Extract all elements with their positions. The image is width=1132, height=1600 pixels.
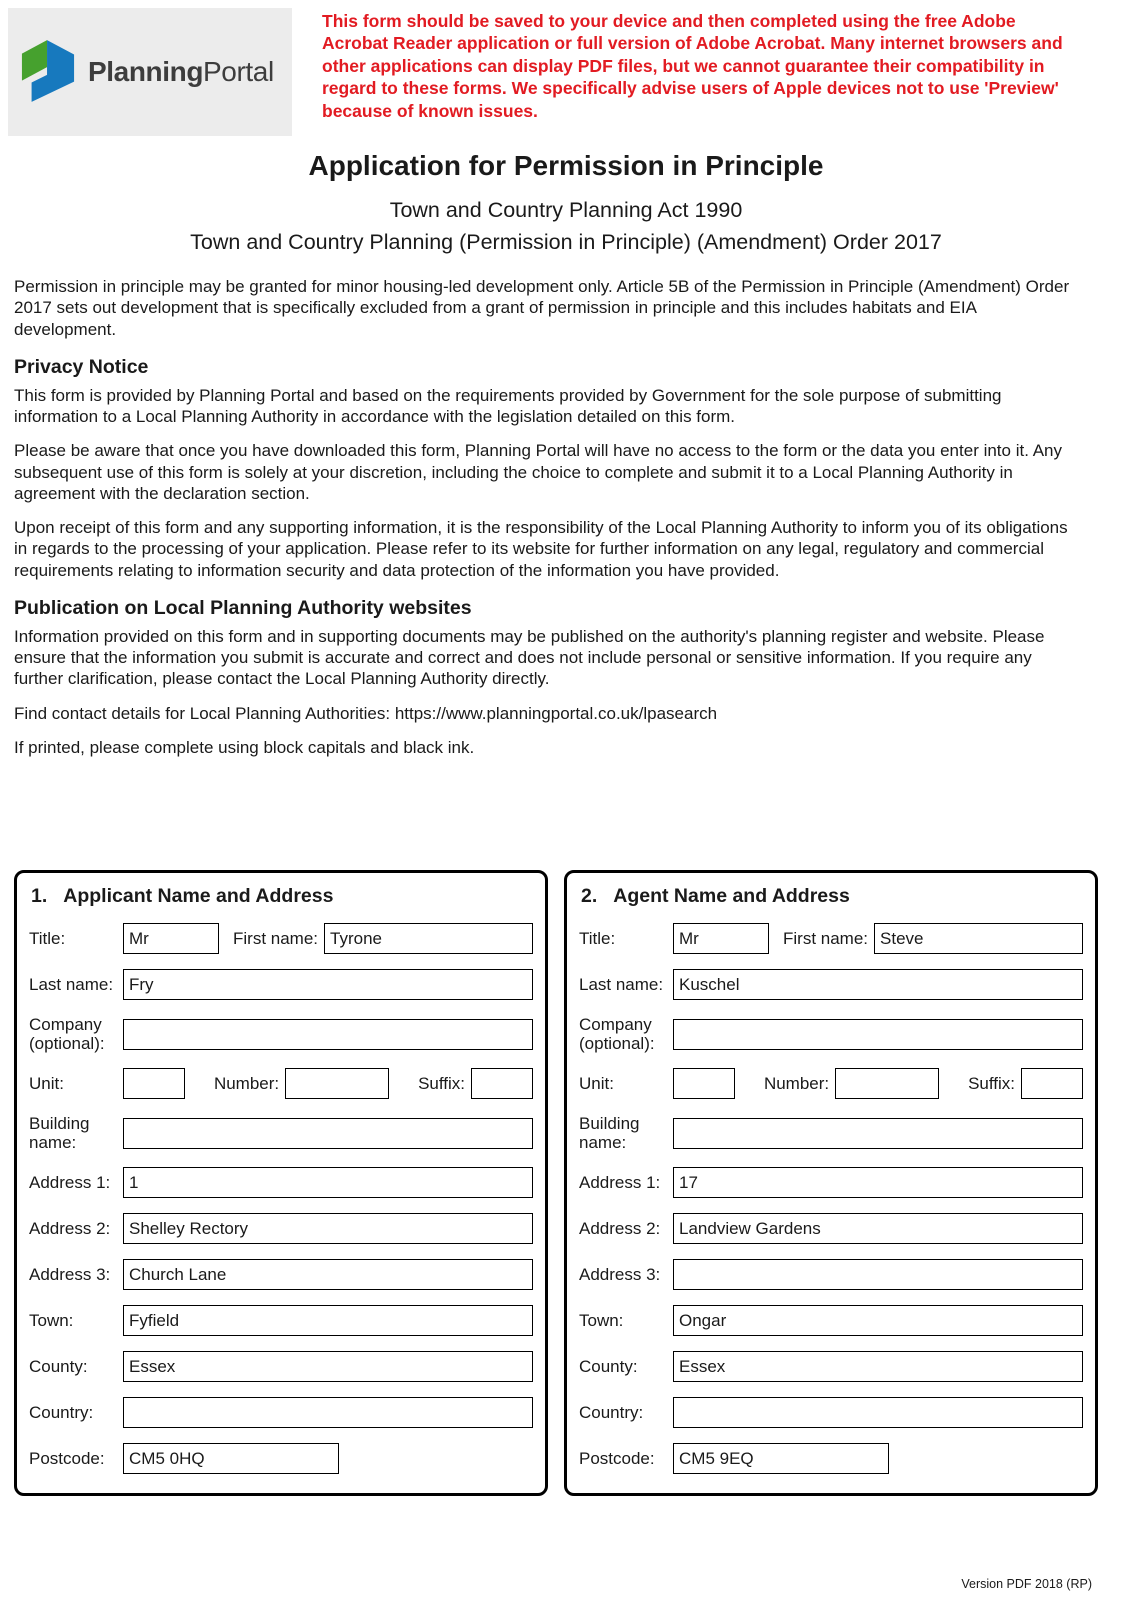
town-label: Town:: [29, 1311, 74, 1331]
applicant-section-title: Applicant Name and Address: [63, 885, 334, 907]
applicant-title-row: [29, 923, 533, 954]
unit-label: Unit:: [29, 1074, 64, 1094]
title-label: Title:: [579, 928, 616, 948]
agent-title-input[interactable]: [673, 923, 769, 954]
planning-portal-logo: [8, 8, 292, 136]
brand-planning: Planning: [88, 56, 204, 87]
agent-company-input[interactable]: [673, 1019, 1083, 1050]
applicant-section: [14, 870, 548, 1496]
applicant-first-name-input[interactable]: [324, 923, 533, 954]
address3-label: Address 3:: [579, 1265, 661, 1285]
applicant-section-number: 1.: [31, 885, 48, 907]
version-label: Version PDF 2018 (RP): [961, 1577, 1092, 1591]
agent-section-title: Agent Name and Address: [613, 885, 850, 907]
agent-address3-row: [579, 1259, 1083, 1290]
applicant-unit-row: [29, 1068, 533, 1099]
agent-address2-input[interactable]: [673, 1213, 1083, 1244]
applicant-last-name-input[interactable]: [123, 969, 533, 1000]
agent-country-row: [579, 1397, 1083, 1428]
country-label: Country:: [579, 1403, 644, 1423]
agent-last-name-row: [579, 969, 1083, 1000]
form-title: Application for Permission in Principle: [308, 150, 824, 181]
applicant-postcode-input[interactable]: [123, 1443, 339, 1474]
company-label: Company (optional):: [579, 1015, 655, 1054]
first-name-label: First name:: [783, 928, 869, 948]
applicant-address1-input[interactable]: [123, 1167, 533, 1198]
agent-section-heading: [581, 885, 1083, 908]
address2-label: Address 2:: [29, 1219, 111, 1239]
address2-label: Address 2:: [579, 1219, 661, 1239]
address1-label: Address 1:: [29, 1173, 111, 1193]
applicant-town-input[interactable]: [123, 1305, 533, 1336]
applicant-county-row: [29, 1351, 533, 1382]
agent-unit-row: [579, 1068, 1083, 1099]
county-label: County:: [29, 1357, 88, 1377]
agent-county-input[interactable]: [673, 1351, 1083, 1382]
print-instruction: If printed, please complete using block capitals and black ink.: [14, 737, 475, 757]
applicant-country-row: [29, 1397, 533, 1428]
agent-unit-input[interactable]: [673, 1068, 735, 1099]
suffix-label: Suffix:: [418, 1074, 465, 1094]
name-address-sections: [14, 870, 1098, 1496]
brand-portal: Portal: [203, 56, 274, 87]
applicant-suffix-input[interactable]: [471, 1068, 533, 1099]
agent-number-group: [764, 1068, 939, 1099]
applicant-suffix-group: [418, 1068, 533, 1099]
address3-label: Address 3:: [29, 1265, 111, 1285]
applicant-address2-input[interactable]: [123, 1213, 533, 1244]
agent-postcode-row: [579, 1443, 1083, 1474]
agent-building-name-input[interactable]: [673, 1118, 1083, 1149]
publication-heading: Publication on Local Planning Authority websites: [14, 596, 472, 619]
applicant-company-row: [29, 1015, 533, 1053]
last-name-label: Last name:: [29, 974, 114, 994]
agent-country-input[interactable]: [673, 1397, 1083, 1428]
building-name-label: Building name:: [29, 1114, 90, 1153]
agent-county-row: [579, 1351, 1083, 1382]
agent-town-row: [579, 1305, 1083, 1336]
privacy-notice-heading: Privacy Notice: [14, 355, 149, 378]
publication-paragraph: Information provided on this form and in supporting documents may be published on the authority's planning register and website. Please ensure that the information you submit is accurate and correct and does not include personal or sensitive information. If you require any further clarification, please contact the Local Planning Authority directly.: [14, 626, 1045, 689]
address1-label: Address 1:: [579, 1173, 661, 1193]
act-subtitle: Town and Country Planning Act 1990: [389, 198, 743, 222]
first-name-label: First name:: [233, 928, 319, 948]
applicant-building-name-input[interactable]: [123, 1118, 533, 1149]
lpa-contact-line: Find contact details for Local Planning Authorities: https://www.planningportal.co.uk/lpasearch: [14, 703, 718, 723]
agent-last-name-input[interactable]: [673, 969, 1083, 1000]
suffix-label: Suffix:: [968, 1074, 1015, 1094]
agent-number-input[interactable]: [835, 1068, 939, 1099]
agent-first-name-input[interactable]: [874, 923, 1083, 954]
agent-section-number: 2.: [581, 885, 598, 907]
agent-postcode-input[interactable]: [673, 1443, 889, 1474]
applicant-building-name-row: [29, 1114, 533, 1152]
applicant-postcode-row: [29, 1443, 533, 1474]
applicant-section-heading: [31, 885, 533, 908]
agent-section: [564, 870, 1098, 1496]
applicant-county-input[interactable]: [123, 1351, 533, 1382]
unit-label: Unit:: [579, 1074, 614, 1094]
intro-paragraph: Permission in principle may be granted for minor housing-led development only. Article 5B of the Permission in Principle (Amendment) Order 2017 sets out development that is specifically excluded from a grant of permission in principle and this includes habitats and EIA development.: [14, 277, 1070, 339]
agent-suffix-group: [968, 1068, 1083, 1099]
notices-column: [0, 262, 1132, 758]
applicant-number-input[interactable]: [285, 1068, 389, 1099]
applicant-address3-row: [29, 1259, 533, 1290]
applicant-unit-input[interactable]: [123, 1068, 185, 1099]
country-label: Country:: [29, 1403, 94, 1423]
building-name-label: Building name:: [579, 1114, 640, 1153]
planning-portal-logo-icon: [20, 36, 76, 109]
agent-address3-input[interactable]: [673, 1259, 1083, 1290]
agent-company-row: [579, 1015, 1083, 1053]
postcode-label: Postcode:: [29, 1449, 105, 1469]
privacy-paragraph-3: Upon receipt of this form and any supporting information, it is the responsibility of the Local Planning Authority to inform you of its obligations in regards to the processing of your application. Please refer to its website for further information on any legal, regulatory and commercial requirements relating to information security and data protection of the information you have provided.: [14, 518, 1068, 580]
number-label: Number:: [763, 1074, 830, 1094]
agent-title-row: [579, 923, 1083, 954]
agent-building-name-row: [579, 1114, 1083, 1152]
title-label: Title:: [29, 928, 66, 948]
privacy-paragraph-1: This form is provided by Planning Portal and based on the requirements provided by Government for the sole purpose of submitting information to a Local Planning Authority in accordance with the legislation detailed on this form.: [14, 385, 1002, 426]
agent-address2-row: [579, 1213, 1083, 1244]
applicant-number-group: [214, 1068, 389, 1099]
applicant-title-input[interactable]: [123, 923, 219, 954]
order-subtitle: Town and Country Planning (Permission in Principle) (Amendment) Order 2017: [190, 230, 942, 254]
agent-suffix-input[interactable]: [1021, 1068, 1083, 1099]
postcode-label: Postcode:: [579, 1449, 655, 1469]
town-label: Town:: [579, 1311, 624, 1331]
county-label: County:: [579, 1357, 638, 1377]
last-name-label: Last name:: [579, 974, 664, 994]
company-label: Company (optional):: [29, 1015, 105, 1054]
agent-address1-input[interactable]: [673, 1167, 1083, 1198]
applicant-country-input[interactable]: [123, 1397, 533, 1428]
agent-address1-row: [579, 1167, 1083, 1198]
applicant-last-name-row: [29, 969, 533, 1000]
number-label: Number:: [213, 1074, 280, 1094]
planning-portal-wordmark: [88, 56, 274, 88]
applicant-address2-row: [29, 1213, 533, 1244]
privacy-paragraph-2: Please be aware that once you have downloaded this form, Planning Portal will have no access to the form or the data you enter into it. Any subsequent use of this form is solely at your discretion, including the choice to complete and submit it to a Local Planning Authority in agreement with the declaration section.: [14, 441, 1063, 503]
applicant-company-input[interactable]: [123, 1019, 533, 1050]
agent-town-input[interactable]: [673, 1305, 1083, 1336]
applicant-address3-input[interactable]: [123, 1259, 533, 1290]
adobe-acrobat-warning: This form should be saved to your device and then completed using the free Adobe Acrobat Reader application or full version of Adobe Acrobat. Many internet browsers and other applications can display PDF files, but we cannot guarantee their compatibility in regard to these forms. We specifically advise users of Apple devices not to use 'Preview' because of known issues.: [322, 11, 1063, 121]
applicant-town-row: [29, 1305, 533, 1336]
applicant-address1-row: [29, 1167, 533, 1198]
